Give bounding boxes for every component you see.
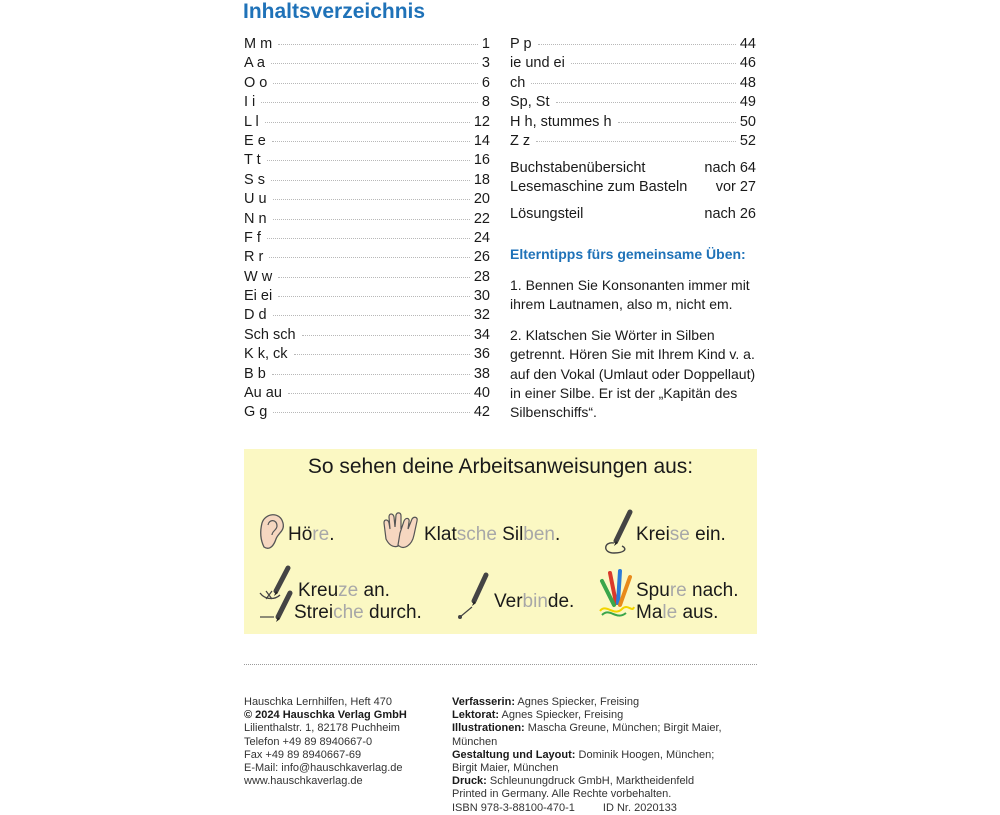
imprint-website[interactable]: www.hauschkaverlag.de: [244, 775, 363, 788]
toc-entry-label: Buchstabenübersicht: [510, 160, 646, 176]
toc-leader-dots: [267, 160, 470, 161]
toc-entry[interactable]: [244, 327, 490, 346]
toc-leader-dots: [538, 44, 736, 45]
toc-entry[interactable]: [510, 36, 756, 55]
credit-illustrations: Illustrationen: Mascha Greune, München; Birgit Maier, München: [452, 722, 722, 748]
toc-entry[interactable]: [244, 114, 490, 133]
toc-leader-dots: [272, 374, 470, 375]
toc-entry-label: A a: [244, 55, 265, 72]
toc-leader-dots: [273, 83, 478, 84]
toc-entry[interactable]: [244, 133, 490, 152]
toc-leader-dots: [571, 63, 736, 64]
toc-entry-label: R r: [244, 249, 264, 266]
toc-leader-dots: [302, 335, 470, 336]
toc-entry[interactable]: [244, 94, 490, 113]
toc-entry-label: ch: [510, 74, 526, 91]
toc-entry-page: 20: [473, 191, 490, 208]
toc-entry-page: 16: [473, 152, 490, 169]
imprint-line: Hauschka Lernhilfen, Heft 470: [244, 696, 392, 708]
toc-entry-label: Ei ei: [244, 288, 273, 305]
footer-divider: [244, 664, 757, 665]
toc-entry-page: 28: [473, 268, 490, 285]
toc-entry[interactable]: [244, 172, 490, 191]
toc-entry-page: 34: [473, 326, 490, 343]
toc-entry-page: 8: [481, 94, 490, 111]
toc-entry[interactable]: [510, 114, 756, 133]
toc-leader-dots: [271, 180, 470, 181]
imprint-email[interactable]: E-Mail: info@hauschkaverlag.de: [244, 762, 403, 775]
toc-entry-page: 1: [481, 36, 490, 52]
toc-entry-label: Z z: [510, 132, 531, 149]
toc-entry[interactable]: [244, 269, 490, 288]
imprint-line: Lilienthalstr. 1, 82178 Puchheim: [244, 722, 400, 735]
toc-leader-dots: [556, 102, 736, 103]
circle-pencil-icon: [600, 509, 636, 557]
toc-entry[interactable]: [244, 36, 490, 55]
toc-entry-page: 30: [473, 288, 490, 305]
toc-entry-page: 52: [739, 132, 756, 149]
toc-entry-page: 24: [473, 229, 490, 246]
toc-entry[interactable]: [244, 211, 490, 230]
toc-entry-label: E e: [244, 132, 266, 149]
toc-entry-label: N n: [244, 210, 267, 227]
toc-entry[interactable]: [244, 230, 490, 249]
toc-entry-page: 3: [481, 55, 490, 72]
instructions-box: [244, 449, 757, 634]
toc-leader-dots: [536, 141, 736, 142]
toc-leader-dots: [273, 315, 470, 316]
instr-kreise: Kreise ein.: [636, 524, 726, 545]
toc-entry-page: nach 64: [704, 160, 756, 176]
toc-entry-label: I i: [244, 94, 256, 111]
instr-klatsche: Klatsche Silben.: [424, 524, 561, 545]
toc-entry-label: ie und ei: [510, 55, 565, 72]
toc-entry-label: K k, ck: [244, 346, 288, 363]
toc-entry-label: L l: [244, 113, 259, 130]
toc-entry-label: Sp, St: [510, 94, 550, 111]
toc-entry-label: D d: [244, 307, 267, 324]
toc-entry[interactable]: [244, 346, 490, 365]
toc-gap: [510, 198, 756, 206]
toc-leader-dots: [618, 122, 736, 123]
credit-layout: Gestaltung und Layout: Dominik Hoogen, München;: [452, 748, 715, 761]
toc-leader-dots: [271, 63, 478, 64]
toc-entry[interactable]: [244, 288, 490, 307]
toc-entry-page: 22: [473, 210, 490, 227]
toc-entry-label: W w: [244, 268, 273, 285]
toc-entry-page: 44: [739, 36, 756, 52]
toc-entry[interactable]: [244, 191, 490, 210]
ear-icon: [256, 509, 288, 553]
credit-printed: Printed in Germany. Alle Rechte vorbehalten.: [452, 788, 672, 801]
toc-entry-label: M m: [244, 36, 273, 52]
toc-leader-dots: [273, 412, 469, 413]
toc-entry-page: 42: [473, 404, 490, 421]
toc-entry-page: 36: [473, 346, 490, 363]
toc-entry-page: 12: [473, 113, 490, 130]
toc-entry-label: P p: [510, 36, 532, 52]
toc-entry-page: 49: [739, 94, 756, 111]
toc-entry[interactable]: [244, 249, 490, 268]
toc-entry-label: U u: [244, 191, 267, 208]
instr-verbinde: Verbinde.: [494, 591, 575, 612]
instr-kreuze: Kreuze an.: [298, 580, 390, 601]
toc-entry-label: Au au: [244, 385, 282, 402]
toc-entry-page: vor 27: [715, 179, 756, 195]
toc-leader-dots: [269, 257, 470, 258]
imprint-line: Fax +49 89 8940667-69: [244, 748, 362, 761]
imprint-line: Telefon +49 89 8940667-0: [244, 735, 373, 748]
toc-entry-page: 40: [473, 385, 490, 402]
credit-editor: Lektorat: Agnes Spiecker, Freising: [452, 709, 624, 722]
clapping-hands-icon: [380, 509, 422, 553]
toc-entry[interactable]: [244, 385, 490, 404]
toc-entry-label: G g: [244, 404, 268, 421]
toc-leader-dots: [273, 219, 470, 220]
toc-leader-dots: [261, 102, 478, 103]
toc-leader-dots: [278, 277, 470, 278]
page-title: Inhaltsverzeichnis: [243, 0, 426, 23]
toc-leader-dots: [273, 199, 470, 200]
toc-entry-label: O o: [244, 74, 268, 91]
toc-entry-label: T t: [244, 152, 261, 169]
toc-leader-dots: [294, 354, 470, 355]
toc-entry-page: 46: [739, 55, 756, 72]
toc-entry[interactable]: [510, 55, 756, 74]
toc-entry[interactable]: [244, 55, 490, 74]
toc-entry-page: 6: [481, 74, 490, 91]
toc-left-column: [244, 36, 490, 424]
toc-entry-label: Lesemaschine zum Basteln: [510, 179, 688, 195]
tip-2: 2. Klatschen Sie Wörter in Silben getrennt. Hören Sie mit Ihrem Kind v. a. auf den Vokal (Umlaut oder Doppellaut) in einer Silbe. Er ist der „Kapitän des Silbenschiffs“.: [510, 327, 756, 421]
toc-entry-label: B b: [244, 365, 266, 382]
toc-entry-page: 50: [739, 113, 756, 130]
toc-entry-label: Lösungsteil: [510, 206, 584, 222]
toc-extra-list: [510, 160, 756, 225]
tips-heading: Elterntipps fürs gemeinsame Üben:: [510, 246, 746, 262]
toc-leader-dots: [265, 122, 470, 123]
toc-entry-page: 14: [473, 132, 490, 149]
tip-1: 1. Bennen Sie Konsonanten immer mit ihrem Lautnamen, also m, nicht em.: [510, 277, 750, 313]
toc-entry[interactable]: [510, 206, 756, 225]
imprint-publisher: [244, 696, 407, 788]
toc-entry-page: nach 26: [704, 206, 756, 222]
instr-streiche: Streiche durch.: [294, 602, 422, 623]
instr-male: Male aus.: [636, 602, 719, 623]
toc-entry[interactable]: [244, 152, 490, 171]
toc-leader-dots: [278, 296, 470, 297]
toc-entry-label: S s: [244, 171, 265, 188]
toc-leader-dots: [288, 393, 470, 394]
toc-entry[interactable]: [510, 75, 756, 94]
cross-strike-pencil-icon: [256, 565, 296, 623]
connect-pencil-icon: [456, 571, 492, 621]
toc-leader-dots: [531, 83, 736, 84]
instructions-title: So sehen deine Arbeitsanweisungen aus:: [307, 455, 694, 478]
credit-author: Verfasserin: Agnes Spiecker, Freising: [452, 696, 640, 708]
toc-leader-dots: [267, 238, 470, 239]
toc-leader-dots: [278, 44, 478, 45]
toc-entry-label: Sch sch: [244, 326, 296, 343]
imprint-line: © 2024 Hauschka Verlag GmbH: [244, 709, 407, 722]
toc-entry-page: 38: [473, 365, 490, 382]
toc-entry[interactable]: [510, 179, 756, 198]
toc-entry-page: 26: [473, 249, 490, 266]
toc-leader-dots: [272, 141, 470, 142]
toc-entry-label: F f: [244, 229, 261, 246]
instr-spure: Spure nach.: [636, 580, 739, 601]
credit-isbn: ISBN 978-3-88100-470-1 ID Nr. 2020133: [452, 801, 677, 814]
colored-pencils-icon: [596, 567, 636, 623]
toc-entry[interactable]: [244, 307, 490, 326]
toc-entry[interactable]: [244, 404, 490, 423]
toc-right-column: [510, 36, 756, 152]
toc-entry-page: 32: [473, 307, 490, 324]
imprint-credits: [452, 696, 762, 815]
toc-entry-label: H h, stummes h: [510, 113, 612, 130]
credit-layout-2: Birgit Maier, München: [452, 762, 559, 775]
credit-print: Druck: Schleunungdruck GmbH, Marktheidenfeld: [452, 775, 695, 788]
toc-entry[interactable]: [510, 94, 756, 113]
toc-entry[interactable]: [510, 160, 756, 179]
toc-entry-page: 48: [739, 74, 756, 91]
toc-entry[interactable]: [510, 133, 756, 152]
toc-entry[interactable]: [244, 75, 490, 94]
toc-entry[interactable]: [244, 366, 490, 385]
instr-hoere: Höre.: [288, 524, 335, 545]
toc-entry-page: 18: [473, 171, 490, 188]
